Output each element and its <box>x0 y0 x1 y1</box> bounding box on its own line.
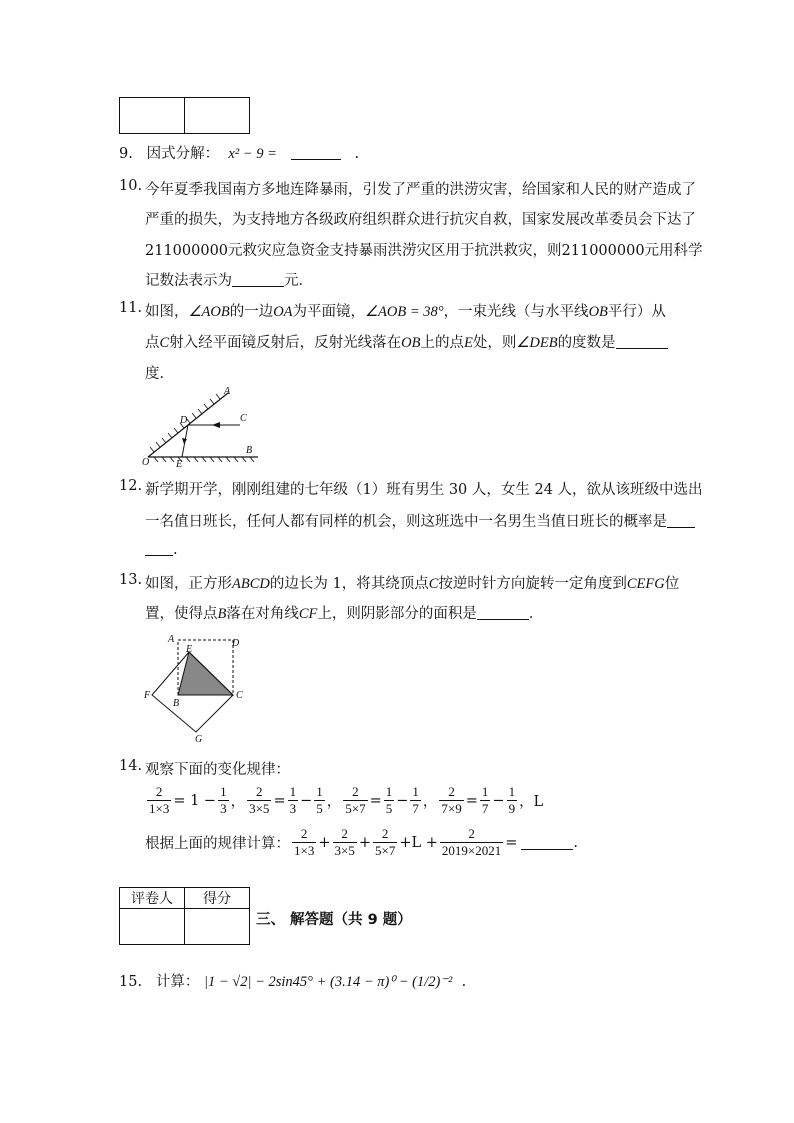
q11-answer-blank[interactable] <box>616 334 668 349</box>
q11-mirror-figure <box>140 385 270 470</box>
frac: $\frac{2}{1\times 3}$ <box>294 826 315 858</box>
q11-point-e: E <box>464 335 473 351</box>
q12-answer-blank-1[interactable] <box>667 513 695 528</box>
q10-line-3: 211000000元救灾应急资金支持暴雨洪涝灾区用于抗洪救灾，则211000000元用科学 <box>145 243 703 259</box>
label-c: C <box>240 413 247 424</box>
label-e: E <box>176 459 183 470</box>
q15-end: . <box>461 974 467 990</box>
q15-number: 15. <box>119 974 143 990</box>
q12-line-2 <box>145 510 695 531</box>
q13-c: C <box>428 576 439 592</box>
q13-number: 13. <box>119 572 143 588</box>
q11-text-a: 如图， <box>145 304 189 320</box>
q11-text-i: 平行）从 <box>607 304 666 320</box>
q14-number: 14. <box>119 758 143 774</box>
top-score-table <box>119 97 250 134</box>
q10-answer-blank[interactable] <box>232 272 284 287</box>
q11-ob-2: OB <box>401 335 421 351</box>
label-b: B <box>246 445 253 456</box>
q11-l2i: 的度数是 <box>557 335 616 351</box>
label-o: O <box>142 457 150 468</box>
q13-cefg: CEFG <box>626 576 665 592</box>
q9-answer-blank[interactable] <box>291 145 341 160</box>
frac: $\frac{1}{5}$ <box>316 784 323 816</box>
q13-t1e: 按逆时针方向旋转一定角度到 <box>438 576 627 592</box>
q13-t1g: 位 <box>664 576 680 592</box>
frac: $\frac{2}{1\times 3}$ <box>149 784 170 816</box>
q15-text: 计算： <box>155 974 200 990</box>
q14-equals: = <box>505 834 518 851</box>
frac: $\frac{1}{9}$ <box>508 784 516 816</box>
q11-text-g: ，一束光线（与水平线 <box>443 304 589 320</box>
q9-end: . <box>354 146 360 162</box>
frac: $\frac{1}{5}$ <box>385 784 393 816</box>
question-15 <box>119 972 466 992</box>
q15-expr: |1 − √2| − 2sin45° + (3.14 − π)⁰ − (1/2)⁻² <box>204 974 453 990</box>
q13-t2c: 落在对角线 <box>226 606 299 622</box>
q11-text-c: 的一边 <box>229 304 274 320</box>
frac: $\frac{2}{7\times 9}$ <box>441 784 462 816</box>
q11-line-2 <box>145 331 668 352</box>
section-3-title: 三、 解答题（共 9 题） <box>256 912 412 928</box>
q12-line-3 <box>145 541 178 558</box>
frac: $\frac{1}{3}$ <box>220 784 227 816</box>
q9-expr: x² − 9 = <box>228 146 277 162</box>
q12-end: . <box>173 542 178 558</box>
score-cell-1 <box>120 98 185 134</box>
label-a: A <box>168 634 175 645</box>
q11-line-3: 度． <box>145 366 174 382</box>
frac: $\frac{2}{5\times 7}$ <box>375 826 396 858</box>
label-g: G <box>195 734 203 745</box>
q10-line-4b: 元． <box>284 273 313 289</box>
q13-b: B <box>217 606 227 622</box>
q14-line-3: 根据上面的规律计算： <box>145 836 290 852</box>
question-9 <box>119 144 359 164</box>
label-a: A <box>224 386 231 397</box>
frac: $\frac{2}{3\times 5}$ <box>249 784 270 816</box>
q11-angle-aob: ∠AOB <box>188 304 230 320</box>
q10-line-4 <box>145 269 313 290</box>
q11-l2e: 上的点 <box>420 335 465 351</box>
q10-line-1: 今年夏季我国南方多地连降暴雨，引发了严重的洪涝灾害，给国家和人民的财产造成了 <box>145 182 696 198</box>
q14-answer-blank[interactable] <box>521 835 573 850</box>
label-c: C <box>236 690 243 701</box>
q13-abcd: ABCD <box>232 576 270 592</box>
ray-cd-arrow <box>212 422 220 428</box>
q13-t2e: 上，则阴影部分的面积是 <box>317 606 477 622</box>
score-cell-2 <box>185 98 250 134</box>
q11-l2c: 射入经平面镜反射后，反射光线落在 <box>169 335 402 351</box>
label-b: B <box>173 698 180 709</box>
grader-cell[interactable] <box>120 909 185 945</box>
score-header: 得分 <box>185 888 250 909</box>
q12-answer-blank-2[interactable] <box>145 541 173 556</box>
ob-hatching <box>154 457 254 462</box>
q10-number: 10. <box>119 178 143 194</box>
score-cell[interactable] <box>185 909 250 945</box>
frac: $\frac{1}{7}$ <box>412 784 419 816</box>
q14-sum-row: 根据上面的规律计算： $\frac{2}{1\times 3}$ + $\frac{2}{3\times 5}$ + $\frac{2}{5\times 7}$ +L + $\frac{2}{2019\times 2021}$ = . <box>145 826 578 858</box>
q14-end: . <box>573 834 578 851</box>
frac: $\frac{1}{3}$ <box>289 784 297 816</box>
frac: $\frac{2}{5\times 7}$ <box>345 784 366 816</box>
label-e: E <box>186 644 193 655</box>
q14-pattern-row: $\frac{2}{1\times 3}$ = 1 − $\frac{1}{3}$ ， $\frac{2}{3\times 5}$ = $\frac{1}{3}$ − $\frac{1}{5}$ ， $\frac{2}{5\times 7}$ = $\frac{1}{5}$ − $\frac{1}{7}$ ， $\frac{2}{7\times 9}$ = $\frac{1}{7}$ − $\frac{1}{9}$ ，L <box>149 784 544 816</box>
frac: $\frac{2}{3\times 5}$ <box>334 826 355 858</box>
q11-number: 11. <box>119 300 143 316</box>
grader-header: 评卷人 <box>120 888 185 909</box>
grading-table <box>119 887 250 945</box>
q13-t1c: 的边长为 1，将其绕顶点 <box>269 576 429 592</box>
q13-cf: CF <box>298 606 318 622</box>
q10-line-4a: 记数法表示为 <box>145 273 232 289</box>
q11-l2g: 处，则 <box>472 335 517 351</box>
ray-de-arrow <box>182 438 187 444</box>
q11-angle-deb: ∠DEB <box>516 335 558 351</box>
q11-angle-value: ∠AOB = 38° <box>365 304 444 320</box>
q11-point-c: C <box>159 335 170 351</box>
q9-number: 9. <box>119 146 133 162</box>
label-d: D <box>232 638 240 649</box>
q13-square-figure <box>140 630 260 745</box>
q14-ellipsis: +L + <box>399 834 438 851</box>
q13-answer-blank[interactable] <box>477 605 529 620</box>
q13-line-1 <box>145 572 679 593</box>
q13-t2a: 置，使得点 <box>145 606 218 622</box>
q11-text-e: 为平面镜， <box>292 304 366 320</box>
label-f: F <box>144 690 151 701</box>
q14-line-1: 观察下面的变化规律： <box>145 762 290 778</box>
q12-number: 12. <box>119 478 143 494</box>
q10-line-2: 严重的损失，为支持地方各级政府组织群众进行抗灾自救，国家发展改革委员会下达了 <box>145 212 696 228</box>
q11-oa: OA <box>273 304 293 320</box>
q13-line-2 <box>145 602 543 623</box>
q9-text: 因式分解： <box>146 146 220 162</box>
q11-line-1 <box>145 300 666 321</box>
shaded-region <box>178 652 233 695</box>
label-d: D <box>180 415 188 426</box>
q11-ob: OB <box>588 304 608 320</box>
q12-line-1: 新学期开学，刚刚组建的七年级（1）班有男生 30 人，女生 24 人，欲从该班级中选出 <box>145 482 703 498</box>
frac: $\frac{1}{7}$ <box>481 784 489 816</box>
frac: $\frac{2}{2019\times 2021}$ <box>441 826 502 858</box>
q13-t1a: 如图，正方形 <box>145 576 232 592</box>
q13-end: ． <box>528 606 544 622</box>
q11-l2a: 点 <box>145 335 160 351</box>
q12-line-2-text: 一名值日班长，任何人都有同样的机会，则这班选中一名男生当值日班长的概率是 <box>145 514 667 530</box>
